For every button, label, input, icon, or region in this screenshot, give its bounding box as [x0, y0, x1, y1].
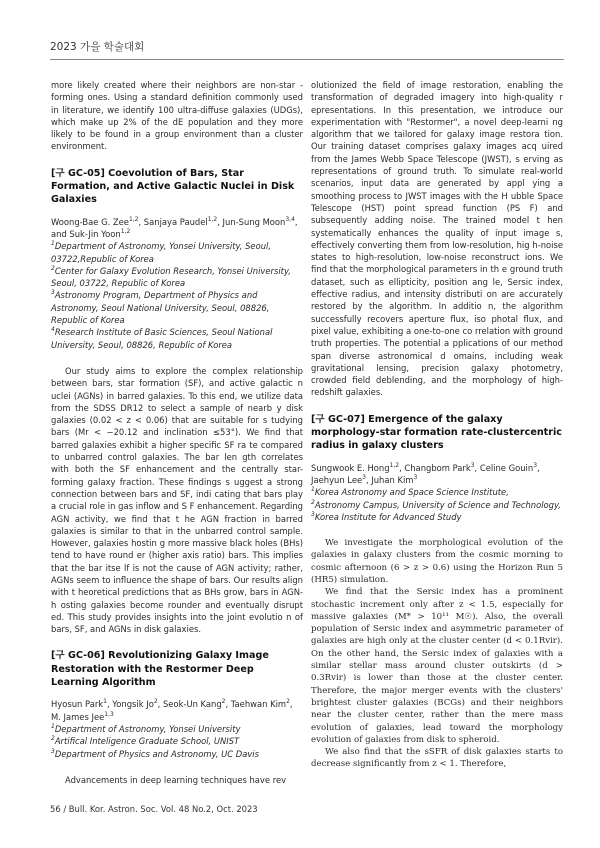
gc04-tail-paragraph: more likely created where their neighbors are non-star -forming ones. Using a standard definition commonly used in literature, we identify 100 ultra-diffuse galaxies (UDGs), which make up 2% of the dE population and they more likely to be found in a group environment than a cluster environment.	[51, 80, 303, 152]
gc05-affiliation-1: $^1$Department of Astronomy, Yonsei University, Seoul, 03722,Republic of Korea	[51, 240, 272, 264]
gc07-paragraph-2: We find that the Sersic index has a prominent stochastic increment only after z < 1.5, especially for massive galaxies (M* > 10¹¹ M☉). Also, the overall population of Sersic index and asymmetric parameter of galaxies are high only at the cluster center (d < 0.1Rvir). On the other hand, the Sersic index of galaxies with a similar stellar mass around cluster outskirts (d > 0.3Rvir) is lower than those at the cluster center. Therefore, the major merger events with the clusters' brightest cluster galaxies (BCGs) and their neighbors near the cluster center, rather than the mere mass evolution of galaxies, lead toward the morphology evolution of galaxies from disk to spheroid.	[311, 587, 563, 745]
gc07-title: [구 GC-07] Emergence of the galaxy morphology-star formation rate-clustercentric radius in galaxy clusters	[311, 413, 562, 452]
gc07-affiliation-1: $^1$Korea Astronomy and Space Science Institute,	[311, 486, 509, 498]
gc07-authors: Sungwook E. Hong$^{1,2}$, Changbom Park$^3$, Celine Gouin$^3$, Jaehyun Lee$^3$, Juhan Kim$^3$	[311, 461, 540, 485]
gc07-paragraph-1: We investigate the morphological evolution of the galaxies in galaxy clusters from the cosmic morning to cosmic afternoon (6 > z > 0.6) using the Horizon Run 5 (HR5) simulation.	[311, 538, 563, 585]
gc06-affiliation-2: $^2$Artifical Inteligence Graduate School, UNIST	[51, 735, 240, 747]
gc07-affiliation-2-3: $^2$Astronomy Campus, University of Science and Technology, $^3$Korea Institute for Advanced Study	[311, 498, 561, 522]
header-rule	[50, 59, 564, 60]
gc05-authors: Woong-Bae G. Zee$^{1,2}$, Sanjaya Paudel$^{1,2}$, Jun-Sung Moon$^{3,4}$, and Suk-Jin Yoon$^{1,2}$	[51, 215, 298, 239]
gc06-abstract-continued: olutionized the field of image restoration, enabling the transformation of degraded imagery into high-quality r epresentations. In this presentation, we introduce our experimentation with "Restormer", a novel deep-learni ng algorithm that we tailored for galaxy image restora tion. Our training dataset comprises galaxy images acq uired from the James Webb Space Telescope (JWST), s erving as representations of ground truth. To simulate real-world scenarios, input data are generated by appl ying a smoothing process to JWST images with the H ubble Space Telescope (HST) point spread function (PS F) and subsequently adding noise. The trained model t hen systematically enhances the quality of input image s, effectively converting them from low-resolution, hig h-noise states to high-resolution, low-noise reconstruct ions. We find that the morphological parameters in th e ground truth dataset, such as ellipticity, position ang le, Sersic index, effective radius, and intensity distributi on are accurately restored by the algorithm. In additio n, the algorithm successfully recovers aperture flux, iso photal flux, and pixel value, exhibiting a one-to-one co rrelation with ground truth properties. The potential a pplications of our method span diverse astronomical d omains, including weak gravitational lensing, precision galaxy photometry, crowded field deblending, and the morphology of high-redshift galaxies.	[311, 80, 563, 398]
gc05-affiliation-2: $^2$Center for Galaxy Evolution Research, Yonsei University, Seoul, 03722, Republic of Korea	[51, 265, 291, 289]
page-header: 2023 가을 학술대회	[50, 41, 145, 53]
gc06-affiliation-3: $^3$Department of Physics and Astronomy, UC Davis	[51, 747, 259, 759]
left-column	[51, 79, 303, 786]
gc05-title: [구 GC-05] Coevolution of Bars, Star Formation, and Active Galactic Nuclei in Disk Galaxies	[51, 167, 295, 206]
gc06-authors: Hyosun Park$^1$, Yongsik Jo$^2$, Seok-Un Kang$^2$, Taehwan Kim$^2$, M. James Jee$^{1,3}$	[51, 698, 293, 722]
page-footer: 56 / Bull. Kor. Astron. Soc. Vol. 48 No.2, Oct. 2023	[50, 804, 258, 814]
gc05-abstract: Our study aims to explore the complex relationship between bars, star formation (SF), and active galactic n uclei (AGNs) in barred galaxies. To this end, we utilize data from the SDSS DR12 to select a sample of nearb y disk galaxies (0.02 < z < 0.06) that are suitable for s tudying bars (Mr < −20.12 and inclination ≤53°). We find that barred galaxies exhibit a higher specific SF ra te compared to unbarred control galaxies. The bar len gth correlates with both the SF enhancement and the centrally star-forming galaxy fraction. These findings s uggest a strong connection between bars and SF, indi cating that bars play a crucial role in gas inflow and S F enhancement. Regarding AGN activity, we find that t he AGN fraction in barred galaxies is similar to that in the unbarred control sample. However, galaxies hostin g more massive black holes (BHs) tend to have round er (higher axis ratio) bars. This implies that the bar itse lf is not the cause of AGN activity; rather, AGNs seem to influence the shape of bars. Our results align with t heoretical predictions that as BHs grow, bars in AGN-h osting galaxies become rounder and eventually disrupt ed. This study provides insights into the joint evolutio n of bars, SF, and AGNs in disk galaxies.	[51, 365, 303, 635]
gc05-affiliation-3: $^3$Astronomy Program, Department of Physics and Astronomy, Seoul National University, Seoul, 08826, Republic of Korea	[51, 289, 270, 326]
gc06-affiliation-1: $^1$Department of Astronomy, Yonsei University	[51, 723, 241, 734]
gc06-abstract-start: Advancements in deep learning techniques have rev	[65, 774, 287, 785]
gc06-title: [구 GC-06] Revolutionizing Galaxy Image Restoration with the Restormer Deep Learning Algorithm	[51, 650, 269, 689]
gc05-affiliation-4: $^4$Research Institute of Basic Sciences, Seoul National University, Seoul, 08826, Republic of Korea	[51, 326, 273, 350]
gc07-paragraph-3: We also find that the sSFR of disk galaxies starts to decrease significantly from z < 1. Therefore,	[311, 747, 563, 770]
right-column	[311, 79, 563, 771]
